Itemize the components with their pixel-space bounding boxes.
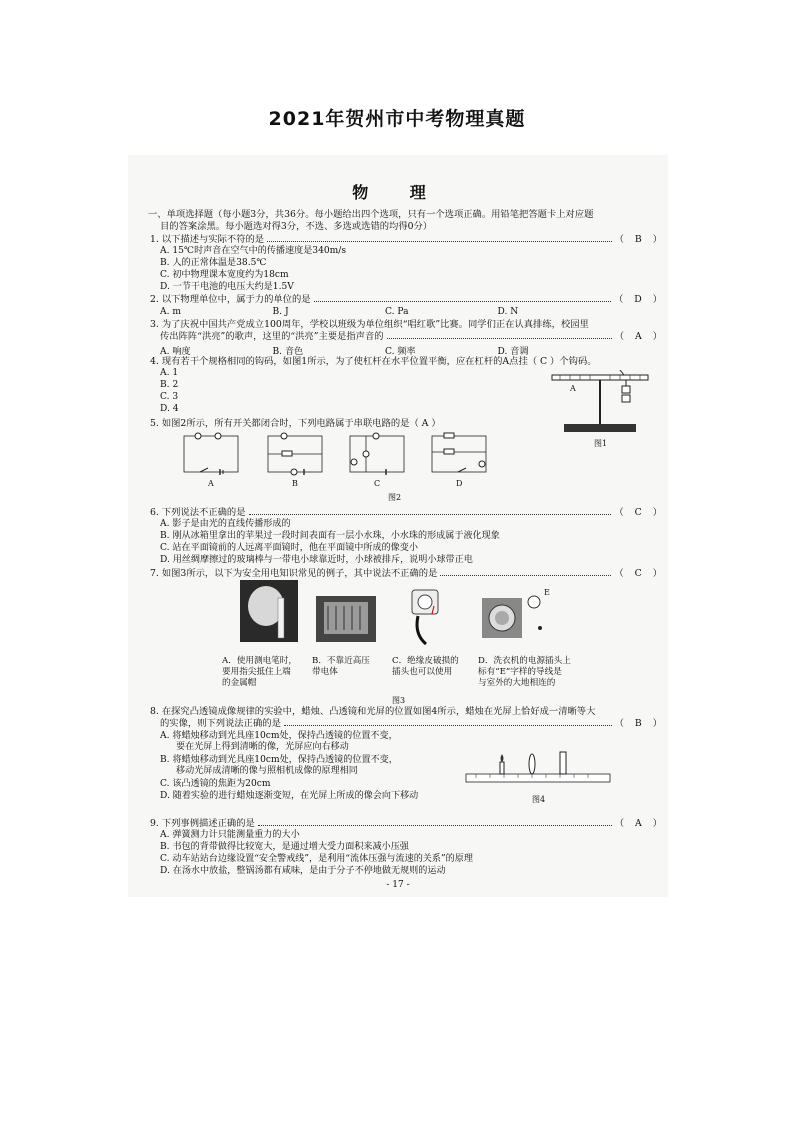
point-label: A <box>570 384 576 393</box>
option: B. 2 <box>160 380 179 390</box>
question-stem: 7. 如图3所示，以下为安全用电知识常见的例子，其中说法不正确的是 <box>150 568 438 579</box>
option: C. 3 <box>160 392 179 402</box>
page-number: - 17 - <box>386 880 410 890</box>
option: B. 刚从冰箱里拿出的苹果过一段时间表面有一层小水珠，小水珠的形成属于液化现象 <box>160 531 500 541</box>
option: D. N <box>497 307 519 317</box>
option: A. 影子是由光的直线传播形成的 <box>160 519 291 529</box>
subject-title: 物 理 <box>352 183 444 202</box>
circuit-label: D <box>456 479 463 488</box>
question-8-cont <box>160 718 666 729</box>
option: B. J <box>272 307 289 317</box>
option: B. 人的正常体温是38.5℃ <box>160 258 267 268</box>
figure-2-circuit-d <box>428 432 490 476</box>
option: D. 音调 <box>497 347 529 357</box>
photo-caption-c: C．绝缘皮破损的 插头也可以使用 <box>392 656 459 677</box>
answer: （ A ） <box>614 818 666 829</box>
option: C. 频率 <box>385 347 416 357</box>
section-heading-cont: 目的答案涂黑。每小题选对得3分，不选、多选或选错的均得0分） <box>160 221 433 232</box>
question-2 <box>150 294 666 305</box>
question-3-cont <box>160 331 666 342</box>
answer: （ A ） <box>614 331 666 342</box>
option: C. 动车站站台边缘设置“安全警戒线”，是利用“流体压强与流速的关系”的原理 <box>160 854 473 864</box>
figure-2-circuit-a <box>180 432 242 476</box>
option: C. 初中物理课本宽度约为18cm <box>160 270 289 280</box>
circuit-label: A <box>208 479 214 488</box>
answer: （ C ） <box>614 507 666 518</box>
question-7 <box>150 568 666 579</box>
option: B. 将蜡烛移动到光具座10cm处，保持凸透镜的位置不变， <box>160 755 398 765</box>
photo-washing-machine <box>478 588 548 644</box>
figure-caption: 图3 <box>392 696 406 705</box>
section-heading: 一、单项选择题（每小题3分，共36分。每小题给出四个选项，只有一个选项正确。用铅笔把答题卡上对应题 <box>148 209 594 220</box>
option: C. 该凸透镜的焦距为20cm <box>160 779 271 789</box>
question-1 <box>150 234 666 245</box>
option: B. 音色 <box>272 347 304 357</box>
figure-4-optical-bench <box>464 748 614 788</box>
page-title: 2021年贺州市中考物理真题 <box>268 108 526 130</box>
question-5: 5. 如图2所示，所有开关都闭合时，下列电路属于串联电路的是（ A ） <box>150 418 441 429</box>
option: D. 随着实验的进行蜡烛逐渐变短，在光屏上所成的像会向下移动 <box>160 791 419 801</box>
option: D. 一节干电池的电压大约是1.5V <box>160 282 294 292</box>
question-stem: 的实像，则下列说法正确的是 <box>160 718 281 729</box>
option-cont: 移动光屏成清晰的像与照相机成像的原理相同 <box>176 766 358 776</box>
figure-2-circuit-b <box>264 432 326 476</box>
question-stem: 1. 以下描述与实际不符的是 <box>150 234 265 245</box>
options-row <box>160 307 610 317</box>
option: C. Pa <box>385 307 409 317</box>
option: B. 书包的背带做得比较宽大，是通过增大受力面积来减小压强 <box>160 842 409 852</box>
circuit-label: C <box>374 479 381 488</box>
photo-broken-plug <box>404 584 452 646</box>
photo-high-voltage <box>316 596 376 642</box>
option: A. 弹簧测力计只能测量重力的大小 <box>160 830 300 840</box>
circuit-label: B <box>292 479 298 488</box>
photo-caption-a: A．使用测电笔时， 要用指尖抵住上端 的金属帽 <box>222 656 297 688</box>
question-6 <box>150 507 666 518</box>
figure-caption: 图4 <box>532 795 546 804</box>
question-stem: 6. 下列说法不正确的是 <box>150 507 246 518</box>
figure-2-circuit-c <box>346 432 408 476</box>
option: A. 1 <box>160 368 179 378</box>
question-stem: 2. 以下物理单位中，属于力的单位的是 <box>150 294 311 305</box>
option: A. m <box>160 307 181 317</box>
question-stem: 传出阵阵“洪亮”的歌声，这里的“洪亮”主要是指声音的 <box>160 331 384 342</box>
question-9 <box>150 818 666 829</box>
photo-test-pen <box>240 580 298 642</box>
option: D. 用丝绸摩擦过的玻璃棒与一带电小球靠近时，小球被排斥，说明小球带正电 <box>160 555 473 565</box>
answer: （ B ） <box>614 718 666 729</box>
question-8: 8. 在探究凸透镜成像规律的实验中，蜡烛、凸透镜和光屏的位置如图4所示，蜡烛在光屏上恰好成一清晰等大 <box>150 706 596 717</box>
option: C. 站在平面镜前的人远离平面镜时，他在平面镜中所成的像变小 <box>160 543 418 553</box>
option: A. 15℃时声音在空气中的传播速度是340m/s <box>160 246 347 256</box>
option: D. 在汤水中放盐，整锅汤都有咸味，是由于分子不停地做无规则的运动 <box>160 866 446 876</box>
question-stem: 9. 下列事例描述正确的是 <box>150 818 255 829</box>
figure-caption: 图2 <box>388 493 402 502</box>
option: A. 响度 <box>160 347 191 357</box>
figure-1-lever <box>550 370 650 436</box>
figure-caption: 图1 <box>594 439 608 448</box>
question-3: 3. 为了庆祝中国共产党成立100周年，学校以班级为单位组织“唱红歌”比赛。同学们正在认真排练，校园里 <box>150 319 589 330</box>
option: D. 4 <box>160 404 179 414</box>
earth-mark-label: E <box>544 588 550 597</box>
photo-caption-d: D．洗衣机的电源插头上 标有“E”字样的导线是 与室外的大地相连的 <box>478 656 571 688</box>
photo-caption-b: B．不靠近高压 带电体 <box>312 656 370 677</box>
option-cont: 要在光屏上得到清晰的像，光屏应向右移动 <box>176 742 349 752</box>
answer: （ B ） <box>614 234 666 245</box>
answer: （ C ） <box>614 568 666 579</box>
answer: （ D ） <box>614 294 666 305</box>
question-4: 4. 现有若干个规格相同的钩码，如图1所示，为了使杠杆在水平位置平衡，应在杠杆的A点挂（ C ）个钩码。 <box>150 356 597 367</box>
option: A. 将蜡烛移动到光具座10cm处，保持凸透镜的位置不变， <box>160 731 398 741</box>
